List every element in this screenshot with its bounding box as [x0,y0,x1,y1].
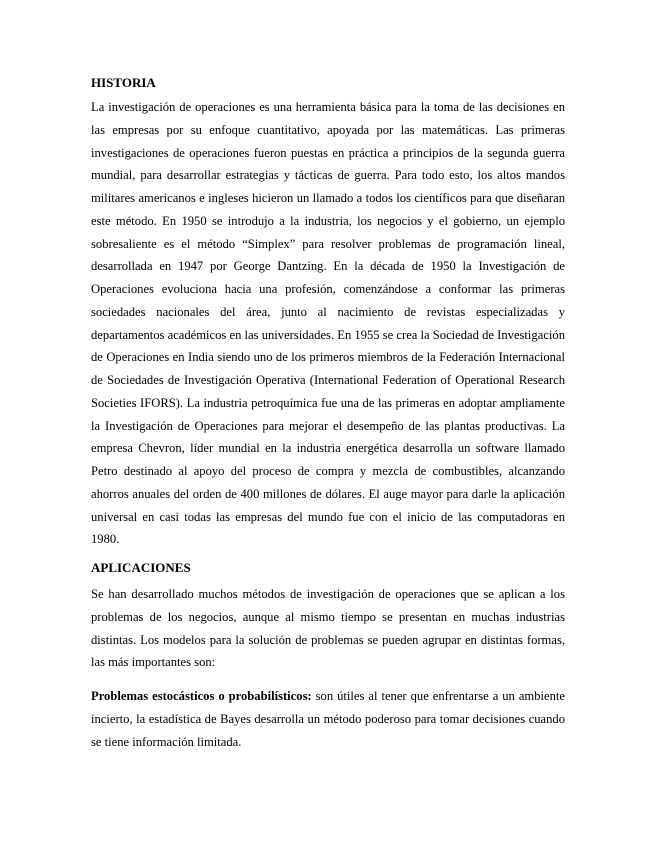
aplicaciones-heading: APLICACIONES [91,560,191,575]
model-item-description: son útiles al tener que enfrentarse a un ambiente incierto, la estadística de Bayes desarrolla un método poderoso para tomar decisiones cuando se tiene información limitada. [91,689,565,749]
document-page [91,71,565,753]
aplicaciones-paragraph: Se han desarrollado muchos métodos de investigación de operaciones que se aplican a los problemas de los negocios, aunque al mismo tiempo se presentan en muchas industrias distintas. Los modelos para la solución de problemas se pueden agrupar en distintas formas, las más importantes son: [91,587,565,670]
model-item-term: Problemas estocásticos o probabilísticos: [91,689,312,703]
historia-paragraph: La investigación de operaciones es una herramienta básica para la toma de las decisiones en las empresas por su enfoque cuantitativo, apoyada por las matemáticas. Las primeras investigaciones de operaciones fueron puestas en práctica a principios de la segunda guerra mundial, para desarrollar estrategias y tácticas de guerra. Para todo esto, los altos mandos militares americanos e ingleses hicieron un llamado a todos los científicos para que diseñaran este método. En 1950 se introdujo a la industria, los negocios y el gobierno, un ejemplo sobresaliente es el método “Simplex” para resolver problemas de programación lineal, desarrollada en 1947 por George Dantzing. En la década de 1950 la Investigación de Operaciones evoluciona hacia una profesión, comenzándose a conformar las primeras sociedades nacionales del área, junto al nacimiento de revistas especializadas y departamentos académicos en las universidades. En 1955 se crea la Sociedad de Investigación de Operaciones en India siendo uno de los primeros miembros de la Federación Internacional de Sociedades de Investigación Operativa (International Federation of Operational Research Societies IFORS). La industria petroquímica fue una de las primeras en adoptar ampliamente la Investigación de Operaciones para mejorar el desempeño de las plantas productivas. La empresa Chevron, líder mundial en la industria energética desarrolla un software llamado Petro destinado al apoyo del proceso de compra y mezcla de combustibles, alcanzando ahorros anuales del orden de 400 millones de dólares. El auge mayor para darle la aplicación universal en casi todas las empresas del mundo fue con el inicio de las computadoras en 1980. [91,100,565,547]
historia-heading: HISTORIA [91,75,156,90]
model-item-stochastic [91,685,565,753]
